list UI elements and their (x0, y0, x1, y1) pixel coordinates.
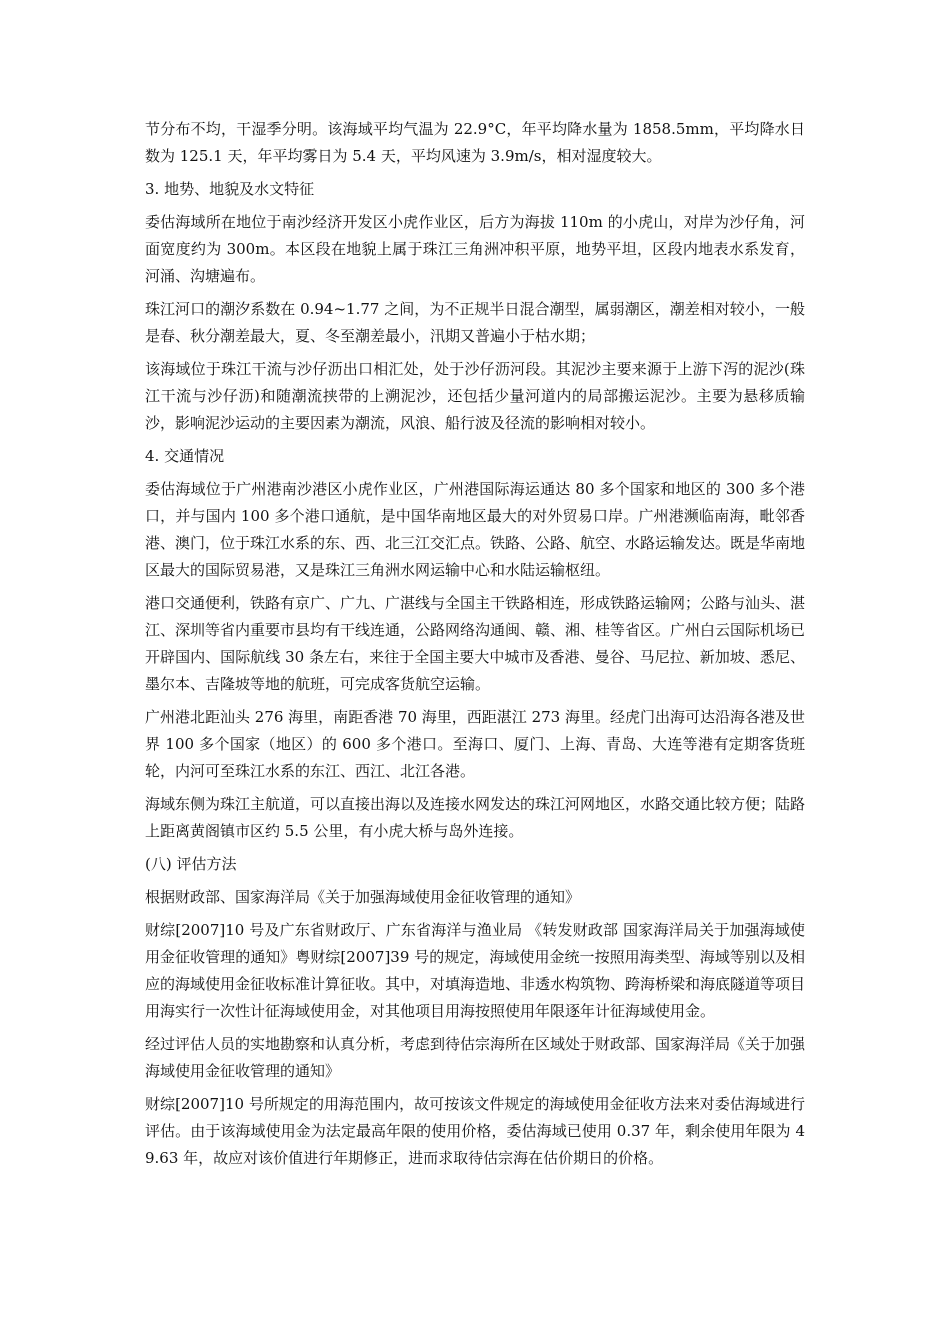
paragraph-port-overview: 委估海域位于广州港南沙港区小虎作业区，广州港国际海运通达 80 多个国家和地区的 300 多个港口，并与国内 100 多个港口通航，是中国华南地区最大的对外贸易口岸。广州港濒临南海，毗邻香港、澳门，位于珠江水系的东、西、北三江交汇点。铁路、公路、航空、水路运输发达。既是华南地区最大的国际贸易港，又是珠江三角洲水网运输中心和水陆运输枢纽。 (145, 480, 806, 579)
paragraph-port-transport: 港口交通便利，铁路有京广、广九、广湛线与全国主干铁路相连，形成铁路运输网；公路与汕头、湛江、深圳等省内重要市县均有干线连通，公路网络沟通闽、赣、湘、桂等省区。广州白云国际机场已开辟国内、国际航线 30 条左右，来往于全国主要大中城市及香港、曼谷、马尼拉、新加坡、悉尼、墨尔本、吉隆坡等地的航班，可完成客货航空运输。 (145, 594, 806, 693)
paragraph-regulation-basis: 根据财政部、国家海洋局《关于加强海域使用金征收管理的通知》 (145, 888, 581, 906)
paragraph-regulation-detail: 财综[2007]10 号及广东省财政厅、广东省海洋与渔业局 《转发财政部 国家海洋局关于加强海域使用金征收管理的通知》粤财综[2007]39 号的规定，海域使用金统一按照用海类型、海域等别以及相应的海域使用金征收标准计算征收。其中，对填海造地、非透水构筑物、跨海桥梁和海底隧道等项目用海实行一次性计征海域使用金，对其他项目用海按照使用年限逐年计征海域使用金。 (145, 921, 806, 1020)
paragraph-valuation-method: 财综[2007]10 号所规定的用海范围内，故可按该文件规定的海域使用金征收方法来对委估海域进行评估。由于该海域使用金为法定最高年限的使用价格，委估海域已使用 0.37 年，剩余使用年限为 49.63 年，故应对该价值进行年期修正，进而求取待估宗海在估价期日的价格。 (145, 1095, 805, 1167)
section-heading-terrain: 3. 地势、地貌及水文特征 (145, 180, 315, 198)
paragraph-waterway: 海域东侧为珠江主航道，可以直接出海以及连接水网发达的珠江河网地区，水路交通比较方便；陆路上距离黄阁镇市区约 5.5 公里，有小虎大桥与岛外连接。 (145, 795, 806, 840)
section-heading-traffic: 4. 交通情况 (145, 447, 225, 465)
section-heading-method: (八) 评估方法 (145, 855, 237, 873)
paragraph-terrain: 委估海域所在地位于南沙经济开发区小虎作业区，后方为海拔 110m 的小虎山，对岸为沙仔角，河面宽度约为 300m。本区段在地貌上属于珠江三角洲冲积平原，地势平坦，区段内地表水系发育，河涌、沟塘遍布。 (145, 213, 805, 285)
paragraph-survey-analysis: 经过评估人员的实地勘察和认真分析，考虑到待估宗海所在区域处于财政部、国家海洋局《关于加强海域使用金征收管理的通知》 (145, 1035, 806, 1080)
document-page (145, 116, 805, 1178)
paragraph-sediment: 该海域位于珠江干流与沙仔沥出口相汇处，处于沙仔沥河段。其泥沙主要来源于上游下泻的泥沙(珠江干流与沙仔沥)和随潮流挟带的上溯泥沙，还包括少量河道内的局部搬运泥沙。主要为悬移质输沙，影响泥沙运动的主要因素为潮流，风浪、船行波及径流的影响相对较小。 (145, 360, 805, 432)
paragraph-port-distances: 广州港北距汕头 276 海里，南距香港 70 海里，西距湛江 273 海里。经虎门出海可达沿海各港及世界 100 多个国家（地区）的 600 多个港口。至海口、厦门、上海、青岛、大连等港有定期客货班轮，内河可至珠江水系的东江、西江、北江各港。 (145, 708, 805, 780)
paragraph-tide: 珠江河口的潮汐系数在 0.94~1.77 之间，为不正规半日混合潮型，属弱潮区，潮差相对较小，一般是春、秋分潮差最大，夏、冬至潮差最小，汛期又普遍小于枯水期； (145, 300, 805, 345)
paragraph-climate: 节分布不均，干湿季分明。该海域平均气温为 22.9°C，年平均降水量为 1858.5mm，平均降水日数为 125.1 天，年平均雾日为 5.4 天，平均风速为 3.9m/s，相对湿度较大。 (145, 120, 805, 165)
